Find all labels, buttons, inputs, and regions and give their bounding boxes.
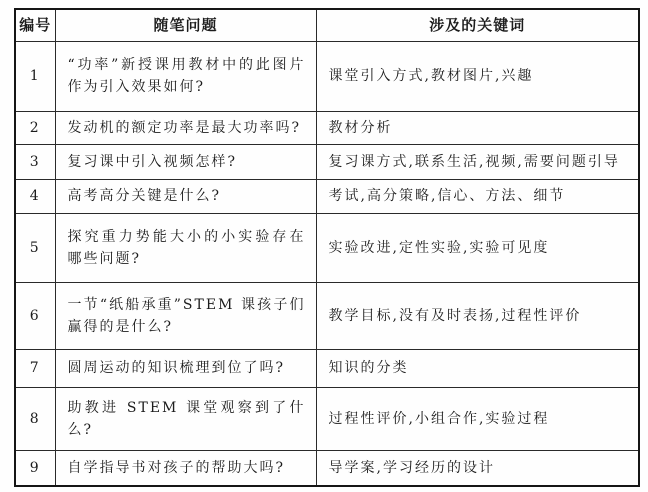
- row-number: 6: [15, 282, 55, 349]
- header-question: 随笔问题: [55, 9, 316, 41]
- row-question: 自学指导书对孩子的帮助大吗?: [55, 450, 316, 486]
- row-number: 4: [15, 179, 55, 213]
- row-question: 圆周运动的知识梳理到位了吗?: [55, 349, 316, 387]
- row-question: “功率”新授课用教材中的此图片作为引入效果如何?: [55, 41, 316, 111]
- table-row: [15, 282, 639, 349]
- row-number: 5: [15, 213, 55, 282]
- essay-questions-table: [14, 8, 640, 487]
- row-keywords: 教材分析: [316, 111, 639, 144]
- row-question: 复习课中引入视频怎样?: [55, 144, 316, 179]
- table-row: [15, 111, 639, 144]
- row-keywords: 考试,高分策略,信心、方法、细节: [316, 179, 639, 213]
- row-keywords: 复习课方式,联系生活,视频,需要问题引导: [316, 144, 639, 179]
- row-number: 3: [15, 144, 55, 179]
- row-keywords: 知识的分类: [316, 349, 639, 387]
- table-row: [15, 144, 639, 179]
- row-keywords: 过程性评价,小组合作,实验过程: [316, 387, 639, 450]
- row-keywords: 教学目标,没有及时表扬,过程性评价: [316, 282, 639, 349]
- table-row: [15, 349, 639, 387]
- table-header-row: [15, 9, 639, 41]
- row-keywords: 导学案,学习经历的设计: [316, 450, 639, 486]
- row-keywords: 实验改进,定性实验,实验可见度: [316, 213, 639, 282]
- table-row: [15, 213, 639, 282]
- row-question: 发动机的额定功率是最大功率吗?: [55, 111, 316, 144]
- row-question: 探究重力势能大小的小实验存在哪些问题?: [55, 213, 316, 282]
- table-row: [15, 179, 639, 213]
- row-keywords: 课堂引入方式,教材图片,兴趣: [316, 41, 639, 111]
- row-question: 高考高分关键是什么?: [55, 179, 316, 213]
- row-question: 助教进 STEM 课堂观察到了什么?: [55, 387, 316, 450]
- row-question: 一节“纸船承重”STEM 课孩子们赢得的是什么?: [55, 282, 316, 349]
- header-number: 编号: [15, 9, 55, 41]
- header-keywords: 涉及的关键词: [316, 9, 639, 41]
- row-number: 9: [15, 450, 55, 486]
- row-number: 7: [15, 349, 55, 387]
- table-row: [15, 387, 639, 450]
- row-number: 8: [15, 387, 55, 450]
- table-row: [15, 41, 639, 111]
- table-row: [15, 450, 639, 486]
- row-number: 2: [15, 111, 55, 144]
- row-number: 1: [15, 41, 55, 111]
